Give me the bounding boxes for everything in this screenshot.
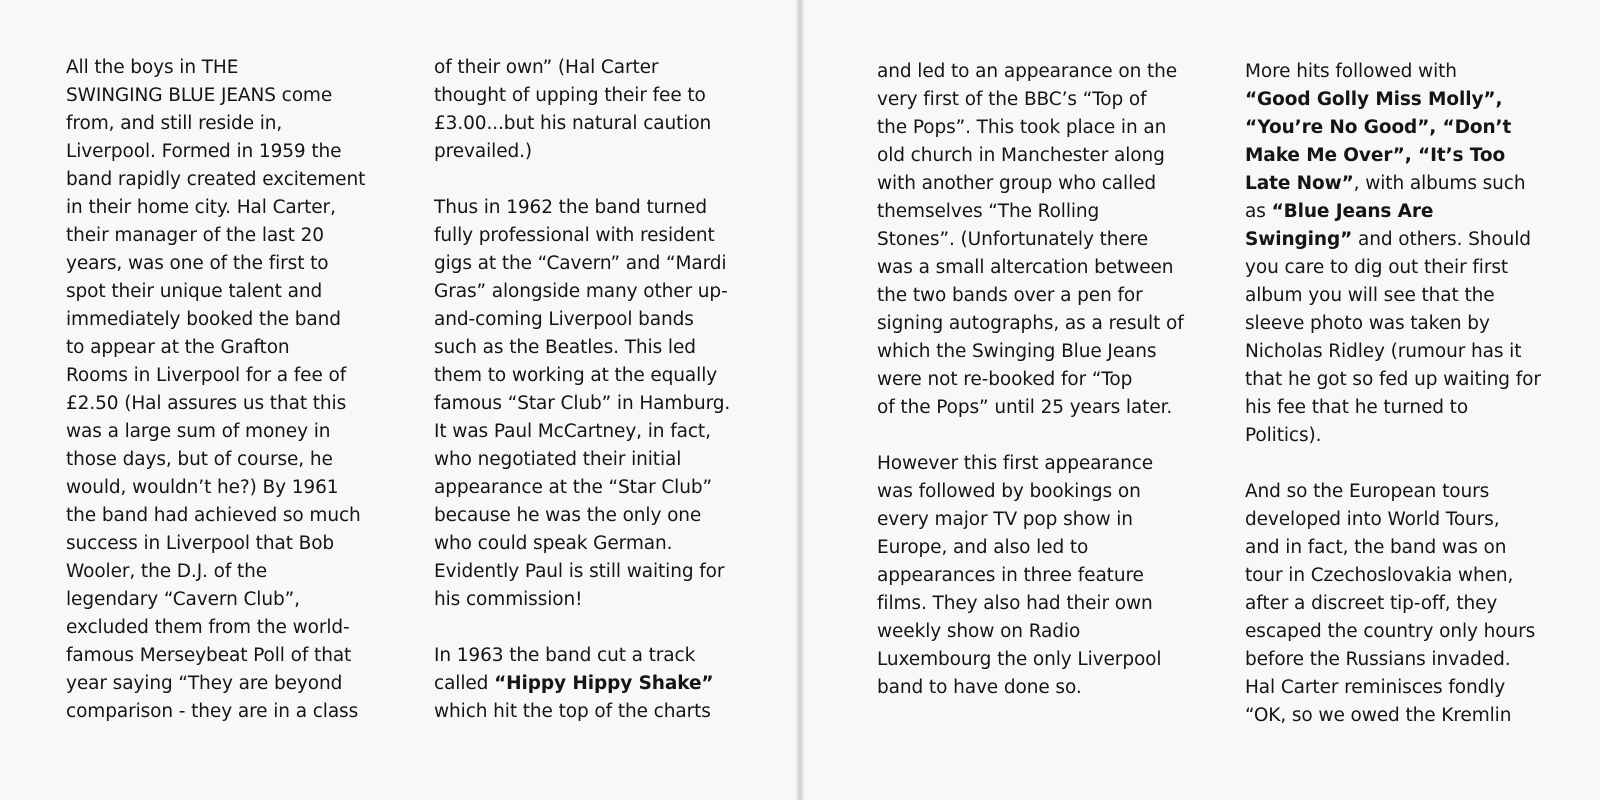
text-line: Luxembourg the only Liverpool bbox=[877, 649, 1162, 670]
text-line: that he got so fed up waiting for bbox=[1245, 369, 1541, 390]
paragraph bbox=[877, 450, 1197, 702]
text-line: Swinging” and others. Should bbox=[1245, 229, 1531, 250]
text-line: Wooler, the D.J. of the bbox=[66, 561, 268, 582]
text-line: £2.50 (Hal assures us that this bbox=[66, 393, 347, 414]
text-line: who could speak German. bbox=[434, 533, 673, 554]
text-line: Stones”. (Unfortunately there bbox=[877, 229, 1149, 250]
text-line: sleeve photo was taken by bbox=[1245, 313, 1490, 334]
text-line: Nicholas Ridley (rumour has it bbox=[1245, 341, 1522, 362]
text-line: from, and still reside in, bbox=[66, 113, 283, 134]
text-line: famous “Star Club” in Hamburg. bbox=[434, 393, 731, 414]
text-line: success in Liverpool that Bob bbox=[66, 533, 335, 554]
text-line: prevailed.) bbox=[434, 141, 533, 162]
center-fold bbox=[795, 0, 805, 800]
text-line: such as the Beatles. This led bbox=[434, 337, 696, 358]
text-line: was followed by bookings on bbox=[877, 481, 1141, 502]
paragraph bbox=[1245, 58, 1565, 450]
text-line: “OK, so we owed the Kremlin bbox=[1245, 705, 1512, 726]
text-column-4 bbox=[1245, 58, 1565, 730]
text-line: after a discreet tip-off, they bbox=[1245, 593, 1498, 614]
text-line: And so the European tours bbox=[1245, 481, 1490, 502]
text-column-1 bbox=[66, 54, 386, 726]
text-line: appearances in three feature bbox=[877, 565, 1144, 586]
paragraph bbox=[1245, 478, 1565, 730]
text-line: the Pops”. This took place in an bbox=[877, 117, 1167, 138]
text-line: would, wouldn’t he?) By 1961 bbox=[66, 477, 339, 498]
text-line: because he was the only one bbox=[434, 505, 702, 526]
text-line: the two bands over a pen for bbox=[877, 285, 1143, 306]
paragraph bbox=[877, 58, 1197, 422]
text-line: comparison - they are in a class bbox=[66, 701, 359, 722]
text-line: Liverpool. Formed in 1959 the bbox=[66, 141, 342, 162]
text-line: weekly show on Radio bbox=[877, 621, 1081, 642]
text-line: those days, but of course, he bbox=[66, 449, 333, 470]
text-line: excluded them from the world- bbox=[66, 617, 350, 638]
text-line: However this first appearance bbox=[877, 453, 1154, 474]
text-line: Gras” alongside many other up- bbox=[434, 281, 728, 302]
text-line: Rooms in Liverpool for a fee of bbox=[66, 365, 347, 386]
bold-title: “You’re No Good”, “Don’t bbox=[1245, 117, 1512, 138]
text-line: which hit the top of the charts bbox=[434, 701, 711, 722]
text-line: tour in Czechoslovakia when, bbox=[1245, 565, 1514, 586]
text-line: More hits followed with bbox=[1245, 61, 1457, 82]
text-line: his commission! bbox=[434, 589, 583, 610]
paragraph bbox=[434, 194, 754, 614]
text-line: very first of the BBC’s “Top of bbox=[877, 89, 1147, 110]
text-line: album you will see that the bbox=[1245, 285, 1495, 306]
text-line: All the boys in THE bbox=[66, 57, 239, 78]
text-line: to appear at the Grafton bbox=[66, 337, 290, 358]
text-line: Politics). bbox=[1245, 425, 1322, 446]
text-line: £3.00...but his natural caution bbox=[434, 113, 712, 134]
text-line: the band had achieved so much bbox=[66, 505, 361, 526]
text-column-3 bbox=[877, 58, 1197, 702]
bold-title: Late Now” bbox=[1245, 173, 1354, 194]
text-line: his fee that he turned to bbox=[1245, 397, 1469, 418]
text-line: every major TV pop show in bbox=[877, 509, 1133, 530]
text-line: developed into World Tours, bbox=[1245, 509, 1500, 530]
text-line: In 1963 the band cut a track bbox=[434, 645, 696, 666]
text-line: of the Pops” until 25 years later. bbox=[877, 397, 1173, 418]
bold-title: Make Me Over”, “It’s Too bbox=[1245, 145, 1506, 166]
text-line: old church in Manchester along bbox=[877, 145, 1165, 166]
text-line bbox=[1245, 86, 1565, 114]
text-line: their manager of the last 20 bbox=[66, 225, 324, 246]
text-line: SWINGING BLUE JEANS come bbox=[66, 85, 333, 106]
text-line: Hal Carter reminisces fondly bbox=[1245, 677, 1506, 698]
text-line: famous Merseybeat Poll of that bbox=[66, 645, 352, 666]
text-line: immediately booked the band bbox=[66, 309, 341, 330]
text-line: Europe, and also led to bbox=[877, 537, 1089, 558]
text-line: them to working at the equally bbox=[434, 365, 718, 386]
text-line: and led to an appearance on the bbox=[877, 61, 1178, 82]
text-line: themselves “The Rolling bbox=[877, 201, 1100, 222]
text-line: with another group who called bbox=[877, 173, 1157, 194]
text-line: gigs at the “Cavern” and “Mardi bbox=[434, 253, 727, 274]
text-line: legendary “Cavern Club”, bbox=[66, 589, 300, 610]
text-line: year saying “They are beyond bbox=[66, 673, 343, 694]
text-line bbox=[1245, 142, 1565, 170]
text-line: It was Paul McCartney, in fact, bbox=[434, 421, 711, 442]
text-line: appearance at the “Star Club” bbox=[434, 477, 712, 498]
bold-title: Swinging” bbox=[1245, 229, 1353, 250]
text-column-2 bbox=[434, 54, 754, 726]
text-line: were not re-booked for “Top bbox=[877, 369, 1133, 390]
text-line: in their home city. Hal Carter, bbox=[66, 197, 336, 218]
text-line: thought of upping their fee to bbox=[434, 85, 706, 106]
paragraph bbox=[66, 54, 386, 726]
text-line: films. They also had their own bbox=[877, 593, 1153, 614]
text-line: before the Russians invaded. bbox=[1245, 649, 1511, 670]
text-line: fully professional with resident bbox=[434, 225, 715, 246]
text-line bbox=[1245, 114, 1565, 142]
text-line: which the Swinging Blue Jeans bbox=[877, 341, 1157, 362]
text-line: as “Blue Jeans Are bbox=[1245, 201, 1434, 222]
text-line: spot their unique talent and bbox=[66, 281, 323, 302]
text-line: band to have done so. bbox=[877, 677, 1082, 698]
text-line: band rapidly created excitement bbox=[66, 169, 366, 190]
text-line: was a large sum of money in bbox=[66, 421, 331, 442]
text-line: was a small altercation between bbox=[877, 257, 1174, 278]
paragraph bbox=[434, 54, 754, 166]
bold-title: “Good Golly Miss Molly”, bbox=[1245, 89, 1503, 110]
text-line: years, was one of the first to bbox=[66, 253, 329, 274]
text-line: of their own” (Hal Carter bbox=[434, 57, 659, 78]
paragraph bbox=[434, 642, 754, 726]
text-line: you care to dig out their first bbox=[1245, 257, 1509, 278]
text-line: and in fact, the band was on bbox=[1245, 537, 1507, 558]
text-line: signing autographs, as a result of bbox=[877, 313, 1184, 334]
bold-title: “Hippy Hippy Shake” bbox=[494, 673, 714, 694]
bold-title: “Blue Jeans Are bbox=[1271, 201, 1434, 222]
text-line: Late Now”, with albums such bbox=[1245, 173, 1526, 194]
text-line: called “Hippy Hippy Shake” bbox=[434, 673, 714, 694]
text-line: escaped the country only hours bbox=[1245, 621, 1536, 642]
text-line: who negotiated their initial bbox=[434, 449, 682, 470]
text-line: Evidently Paul is still waiting for bbox=[434, 561, 725, 582]
text-line: Thus in 1962 the band turned bbox=[434, 197, 707, 218]
text-line: and-coming Liverpool bands bbox=[434, 309, 694, 330]
